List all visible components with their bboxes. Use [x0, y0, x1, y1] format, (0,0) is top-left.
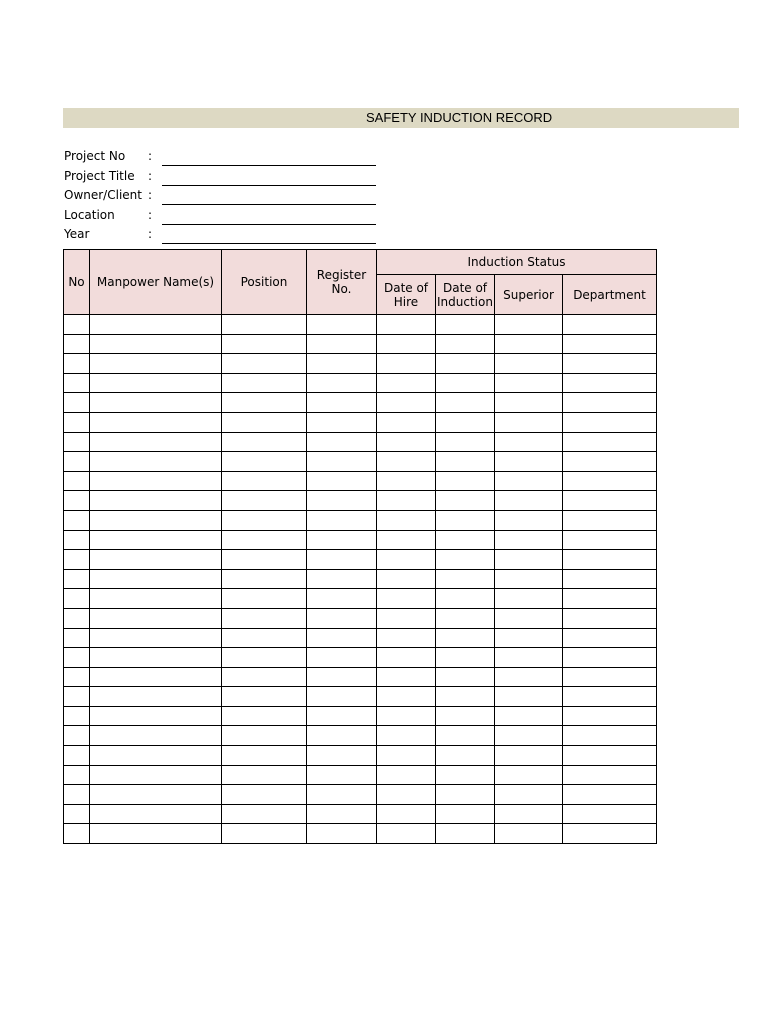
table-row [64, 687, 657, 707]
table-body [64, 315, 657, 844]
table-cell[interactable] [90, 452, 222, 472]
table-cell[interactable] [377, 510, 436, 530]
table-cell[interactable] [90, 373, 222, 393]
table-cell[interactable] [377, 354, 436, 374]
table-cell[interactable] [436, 550, 495, 570]
table-cell[interactable] [495, 824, 563, 844]
table-cell[interactable] [90, 393, 222, 413]
table-cell[interactable] [222, 452, 307, 472]
table-row [64, 569, 657, 589]
table-cell[interactable] [563, 452, 657, 472]
table-cell[interactable] [563, 628, 657, 648]
table-cell[interactable] [563, 687, 657, 707]
table-cell[interactable] [563, 510, 657, 530]
table-cell[interactable] [563, 373, 657, 393]
table-cell[interactable] [377, 452, 436, 472]
table-cell[interactable] [64, 471, 90, 491]
info-row-owner-client [64, 187, 384, 207]
table-cell[interactable] [307, 569, 377, 589]
table-cell[interactable] [222, 589, 307, 609]
table-cell[interactable] [495, 393, 563, 413]
table-cell[interactable] [563, 726, 657, 746]
table-cell[interactable] [64, 569, 90, 589]
table-cell[interactable] [222, 530, 307, 550]
table-cell[interactable] [307, 452, 377, 472]
table-cell[interactable] [377, 315, 436, 335]
table-cell[interactable] [307, 432, 377, 452]
table-row [64, 648, 657, 668]
table-cell[interactable] [307, 746, 377, 766]
table-cell[interactable] [222, 315, 307, 335]
table-cell[interactable] [90, 354, 222, 374]
table-cell[interactable] [307, 354, 377, 374]
info-row-year [64, 226, 384, 246]
info-row-location [64, 207, 384, 227]
table-cell[interactable] [307, 804, 377, 824]
table-cell[interactable] [495, 530, 563, 550]
table-cell[interactable] [307, 373, 377, 393]
table-cell[interactable] [64, 765, 90, 785]
table-cell[interactable] [90, 785, 222, 805]
table-cell[interactable] [222, 491, 307, 511]
table-cell[interactable] [222, 510, 307, 530]
table-cell[interactable] [307, 550, 377, 570]
table-cell[interactable] [377, 765, 436, 785]
table-cell[interactable] [307, 628, 377, 648]
table-cell[interactable] [307, 412, 377, 432]
table-cell[interactable] [90, 628, 222, 648]
table-cell[interactable] [90, 706, 222, 726]
table-cell[interactable] [90, 824, 222, 844]
table-cell[interactable] [64, 804, 90, 824]
table-row [64, 785, 657, 805]
table-cell[interactable] [90, 804, 222, 824]
table-cell[interactable] [64, 628, 90, 648]
table-cell[interactable] [495, 648, 563, 668]
table-cell[interactable] [90, 432, 222, 452]
table-cell[interactable] [222, 393, 307, 413]
table-cell[interactable] [436, 510, 495, 530]
table-cell[interactable] [495, 452, 563, 472]
table-cell[interactable] [495, 471, 563, 491]
table-cell[interactable] [436, 432, 495, 452]
table-cell[interactable] [307, 706, 377, 726]
table-cell[interactable] [64, 687, 90, 707]
header-superior: Superior [495, 275, 563, 315]
table-cell[interactable] [436, 785, 495, 805]
table-cell[interactable] [495, 608, 563, 628]
table-cell[interactable] [377, 589, 436, 609]
table-cell[interactable] [64, 452, 90, 472]
table-cell[interactable] [436, 648, 495, 668]
info-colon: : [148, 188, 153, 202]
table-cell[interactable] [436, 726, 495, 746]
table-cell[interactable] [377, 569, 436, 589]
table-cell[interactable] [222, 628, 307, 648]
table-cell[interactable] [64, 491, 90, 511]
table-cell[interactable] [563, 530, 657, 550]
table-cell[interactable] [307, 765, 377, 785]
table-cell[interactable] [307, 315, 377, 335]
table-cell[interactable] [495, 628, 563, 648]
project-info-section [64, 148, 384, 246]
table-cell[interactable] [90, 471, 222, 491]
table-cell[interactable] [495, 785, 563, 805]
table-cell[interactable] [377, 334, 436, 354]
table-cell[interactable] [436, 589, 495, 609]
table-cell[interactable] [222, 785, 307, 805]
table-cell[interactable] [222, 354, 307, 374]
table-cell[interactable] [307, 530, 377, 550]
table-row [64, 726, 657, 746]
table-cell[interactable] [436, 667, 495, 687]
table-cell[interactable] [436, 687, 495, 707]
table-cell[interactable] [563, 765, 657, 785]
table-cell[interactable] [377, 648, 436, 668]
table-cell[interactable] [222, 608, 307, 628]
table-cell[interactable] [495, 746, 563, 766]
table-cell[interactable] [307, 393, 377, 413]
table-cell[interactable] [436, 706, 495, 726]
table-cell[interactable] [64, 726, 90, 746]
table-cell[interactable] [563, 746, 657, 766]
table-row [64, 491, 657, 511]
table-cell[interactable] [563, 785, 657, 805]
table-cell[interactable] [377, 628, 436, 648]
table-row [64, 510, 657, 530]
table-cell[interactable] [436, 746, 495, 766]
table-cell[interactable] [222, 471, 307, 491]
table-cell[interactable] [495, 687, 563, 707]
header-register-no: Register No. [307, 250, 377, 315]
table-row [64, 393, 657, 413]
table-cell[interactable] [307, 726, 377, 746]
table-row [64, 608, 657, 628]
table-cell[interactable] [436, 315, 495, 335]
table-cell[interactable] [436, 393, 495, 413]
table-row [64, 706, 657, 726]
table-cell[interactable] [377, 550, 436, 570]
table-cell[interactable] [90, 510, 222, 530]
table-cell[interactable] [307, 334, 377, 354]
header-manpower-name: Manpower Name(s) [90, 250, 222, 315]
table-cell[interactable] [307, 510, 377, 530]
owner-client-field[interactable] [162, 204, 376, 205]
table-cell[interactable] [563, 667, 657, 687]
table-cell[interactable] [64, 432, 90, 452]
project-title-field[interactable] [162, 185, 376, 186]
table-cell[interactable] [563, 589, 657, 609]
header-date-of-induction: Date of Induction [436, 275, 495, 315]
table-cell[interactable] [436, 334, 495, 354]
table-row [64, 628, 657, 648]
table-cell[interactable] [222, 569, 307, 589]
table-row [64, 530, 657, 550]
table-cell[interactable] [90, 608, 222, 628]
table-cell[interactable] [64, 608, 90, 628]
table-cell[interactable] [90, 746, 222, 766]
table-cell[interactable] [222, 373, 307, 393]
table-cell[interactable] [90, 726, 222, 746]
table-cell[interactable] [495, 354, 563, 374]
table-cell[interactable] [377, 785, 436, 805]
table-cell[interactable] [495, 550, 563, 570]
table-cell[interactable] [377, 530, 436, 550]
table-row [64, 315, 657, 335]
table-cell[interactable] [377, 687, 436, 707]
table-cell[interactable] [222, 648, 307, 668]
table-cell[interactable] [495, 589, 563, 609]
table-cell[interactable] [64, 589, 90, 609]
table-row [64, 354, 657, 374]
table-cell[interactable] [307, 608, 377, 628]
table-cell[interactable] [436, 354, 495, 374]
table-cell[interactable] [222, 804, 307, 824]
table-cell[interactable] [377, 804, 436, 824]
table-cell[interactable] [377, 373, 436, 393]
table-row [64, 452, 657, 472]
table-cell[interactable] [222, 667, 307, 687]
table-cell[interactable] [377, 412, 436, 432]
info-colon: : [148, 207, 153, 222]
title-bar [63, 108, 739, 128]
table-cell[interactable] [495, 667, 563, 687]
table-row [64, 471, 657, 491]
table-cell[interactable] [64, 373, 90, 393]
table-cell[interactable] [64, 746, 90, 766]
year-field[interactable] [162, 243, 376, 244]
table-cell[interactable] [64, 510, 90, 530]
table-cell[interactable] [495, 569, 563, 589]
table-cell[interactable] [436, 452, 495, 472]
table-cell[interactable] [90, 667, 222, 687]
table-cell[interactable] [90, 491, 222, 511]
table-cell[interactable] [563, 354, 657, 374]
info-label: Project Title [64, 168, 135, 183]
table-cell[interactable] [436, 412, 495, 432]
table-cell[interactable] [222, 687, 307, 707]
table-cell[interactable] [563, 471, 657, 491]
table-row [64, 667, 657, 687]
table-cell[interactable] [377, 726, 436, 746]
table-cell[interactable] [64, 648, 90, 668]
table-cell[interactable] [377, 824, 436, 844]
document-title: SAFETY INDUCTION RECORD [366, 110, 553, 125]
table-row [64, 550, 657, 570]
table-cell[interactable] [563, 804, 657, 824]
table-cell[interactable] [222, 726, 307, 746]
table-cell[interactable] [222, 706, 307, 726]
table-cell[interactable] [436, 628, 495, 648]
table-cell[interactable] [90, 550, 222, 570]
table-row [64, 432, 657, 452]
table-header [64, 250, 657, 315]
table-row [64, 412, 657, 432]
table-cell[interactable] [222, 550, 307, 570]
table-cell[interactable] [436, 569, 495, 589]
info-row-project-no [64, 148, 384, 168]
table-cell[interactable] [377, 667, 436, 687]
table-cell[interactable] [64, 706, 90, 726]
table-cell[interactable] [307, 491, 377, 511]
table-cell[interactable] [495, 765, 563, 785]
header-department: Department [563, 275, 657, 315]
info-label: Year [64, 227, 90, 241]
table-row [64, 746, 657, 766]
table-cell[interactable] [563, 648, 657, 668]
table-cell[interactable] [64, 550, 90, 570]
table-cell[interactable] [495, 432, 563, 452]
table-cell[interactable] [64, 393, 90, 413]
table-cell[interactable] [495, 334, 563, 354]
project-no-field[interactable] [162, 165, 376, 166]
table-cell[interactable] [495, 726, 563, 746]
table-cell[interactable] [377, 393, 436, 413]
table-cell[interactable] [495, 510, 563, 530]
table-row [64, 589, 657, 609]
table-cell[interactable] [222, 334, 307, 354]
table-cell[interactable] [436, 373, 495, 393]
info-label: Project No [64, 149, 126, 163]
table-row [64, 334, 657, 354]
table-cell[interactable] [64, 785, 90, 805]
table-cell[interactable] [563, 608, 657, 628]
table-cell[interactable] [436, 804, 495, 824]
table-cell[interactable] [563, 315, 657, 335]
header-date-of-hire: Date of Hire [377, 275, 436, 315]
table-cell[interactable] [222, 432, 307, 452]
table-cell[interactable] [64, 667, 90, 687]
table-cell[interactable] [64, 412, 90, 432]
table-cell[interactable] [495, 315, 563, 335]
table-cell[interactable] [222, 824, 307, 844]
table-cell[interactable] [307, 824, 377, 844]
induction-table [63, 249, 657, 844]
table-cell[interactable] [307, 648, 377, 668]
info-label: Owner/Client [64, 188, 142, 202]
info-label: Location [64, 207, 115, 222]
table-cell[interactable] [307, 687, 377, 707]
table-cell[interactable] [90, 589, 222, 609]
table-cell[interactable] [90, 687, 222, 707]
table-cell[interactable] [377, 491, 436, 511]
table-row [64, 824, 657, 844]
table-cell[interactable] [563, 393, 657, 413]
table-cell[interactable] [90, 334, 222, 354]
table-cell[interactable] [495, 412, 563, 432]
table-cell[interactable] [436, 765, 495, 785]
table-cell[interactable] [495, 373, 563, 393]
info-colon: : [148, 168, 153, 183]
table-cell[interactable] [377, 746, 436, 766]
table-cell[interactable] [377, 432, 436, 452]
info-colon: : [148, 227, 153, 241]
table-cell[interactable] [436, 608, 495, 628]
table-row [64, 373, 657, 393]
info-row-project-title [64, 168, 384, 188]
table-cell[interactable] [436, 824, 495, 844]
table-cell[interactable] [64, 334, 90, 354]
table-cell[interactable] [377, 471, 436, 491]
table-cell[interactable] [90, 765, 222, 785]
table-row [64, 804, 657, 824]
header-no: No [64, 250, 90, 315]
table-cell[interactable] [307, 589, 377, 609]
location-field[interactable] [162, 224, 376, 225]
table-cell[interactable] [64, 824, 90, 844]
table-cell[interactable] [495, 491, 563, 511]
table-cell[interactable] [64, 354, 90, 374]
table-cell[interactable] [222, 746, 307, 766]
table-row [64, 765, 657, 785]
table-cell[interactable] [436, 491, 495, 511]
table-cell[interactable] [563, 412, 657, 432]
table-cell[interactable] [90, 315, 222, 335]
table-cell[interactable] [64, 530, 90, 550]
table-cell[interactable] [90, 530, 222, 550]
table-cell[interactable] [377, 608, 436, 628]
table-cell[interactable] [563, 569, 657, 589]
table-cell[interactable] [495, 706, 563, 726]
header-induction-status: Induction Status [377, 250, 657, 275]
table-cell[interactable] [90, 648, 222, 668]
table-cell[interactable] [563, 432, 657, 452]
table-cell[interactable] [377, 706, 436, 726]
table-cell[interactable] [436, 471, 495, 491]
table-cell[interactable] [563, 334, 657, 354]
info-colon: : [148, 149, 153, 163]
header-position: Position [222, 250, 307, 315]
table-cell[interactable] [307, 785, 377, 805]
table-cell[interactable] [64, 315, 90, 335]
table-cell[interactable] [495, 804, 563, 824]
table-cell[interactable] [563, 491, 657, 511]
table-cell[interactable] [307, 667, 377, 687]
table-cell[interactable] [90, 569, 222, 589]
table-cell[interactable] [563, 550, 657, 570]
table-cell[interactable] [90, 412, 222, 432]
table-cell[interactable] [222, 765, 307, 785]
table-cell[interactable] [563, 706, 657, 726]
table-cell[interactable] [563, 824, 657, 844]
table-cell[interactable] [436, 530, 495, 550]
table-cell[interactable] [222, 412, 307, 432]
table-cell[interactable] [307, 471, 377, 491]
